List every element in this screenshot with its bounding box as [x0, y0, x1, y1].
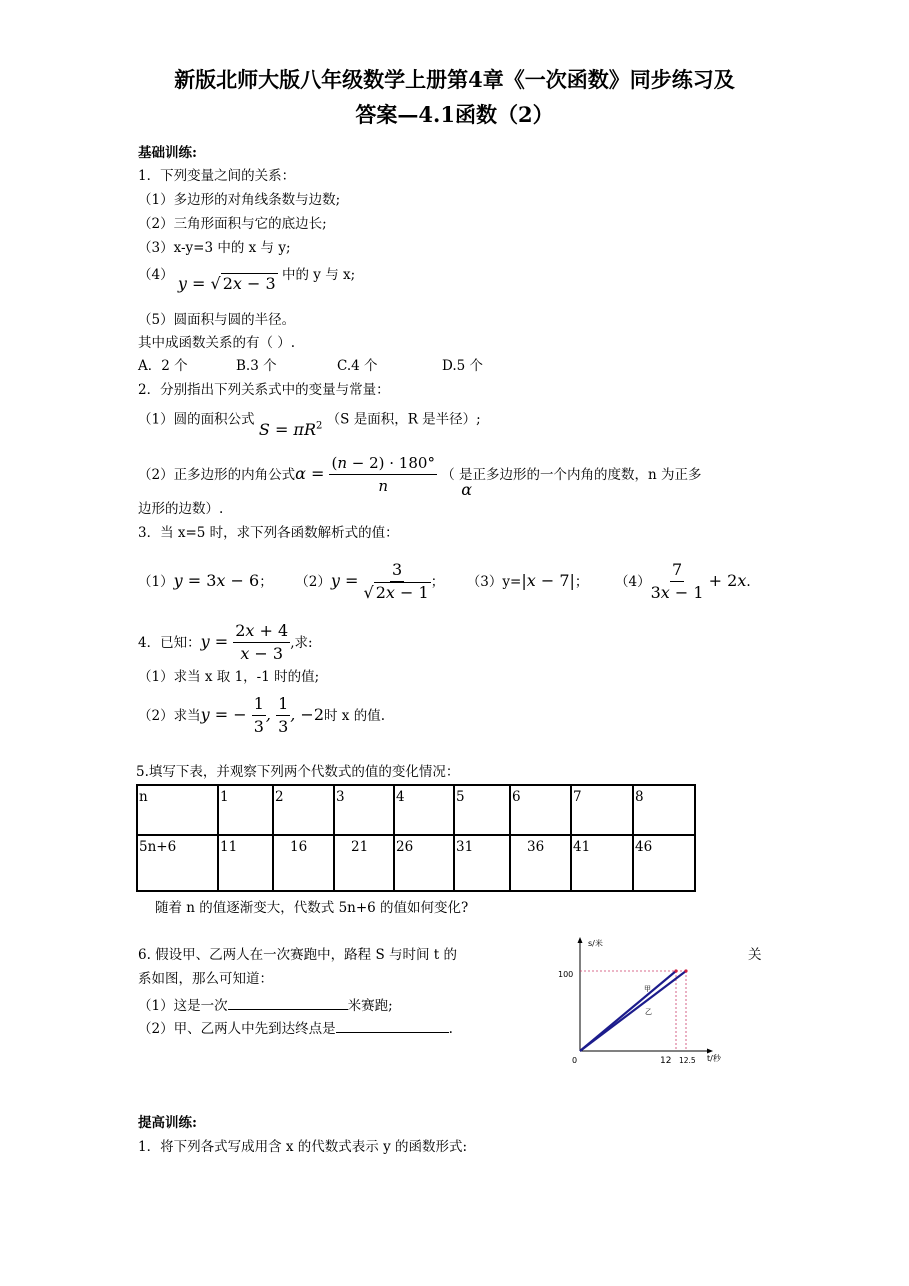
table-cell: 16 — [273, 835, 334, 891]
q1-option-b: B.3 个 — [236, 358, 277, 374]
q5-table — [136, 784, 696, 892]
q2-item1-suffix: （S 是面积，R 是半径）; — [326, 411, 481, 428]
q4-suffix: ,求: — [290, 635, 313, 651]
q1-ask: 其中成函数关系的有（ ）. — [138, 335, 296, 351]
end-point-jia — [674, 969, 677, 972]
q2-item2 — [138, 449, 702, 500]
table-cell: 3 — [334, 785, 394, 835]
q4-sub2-suffix: 时 x 的值. — [324, 708, 386, 724]
q6-sub1-prefix: （1）这是一次 — [138, 998, 228, 1014]
q3-formulas: （1）y = 3x − 6； （2）y = $\frac{3}{√ 2x - 1}$ ； （3）y=|x − 7|； （4） $\frac{7}{3x - 1}$ + 2x. — [138, 560, 751, 602]
q6-answer-blank-1[interactable] — [228, 995, 348, 1010]
q4-sub1: （1）求当 x 取 1，-1 时的值; — [138, 669, 320, 685]
q6-sub2-prefix: （2）甲、乙两人中先到达终点是 — [138, 1021, 336, 1037]
table-row — [137, 785, 695, 835]
table-cell: 8 — [633, 785, 695, 835]
q2-item1-prefix: （1）圆的面积公式 — [138, 411, 255, 428]
q6-answer-blank-2[interactable] — [336, 1018, 449, 1033]
race-graph — [552, 934, 732, 1069]
q6-stem-b: 系如图，那么可知道： — [138, 971, 273, 987]
q1-option-d: D.5 个 — [442, 358, 484, 374]
end-point-yi — [684, 969, 687, 972]
q2-item2-prefix: （2）正多边形的内角公式 — [138, 467, 296, 483]
x-axis-arrow — [707, 1049, 713, 1054]
q4-sub2-prefix: （2）求当 — [138, 708, 201, 724]
q2-item1-formula: $S = \pi R^2$ — [258, 420, 323, 440]
x-tick-12: 12 — [660, 1056, 672, 1066]
x-axis-label: t/秒 — [707, 1054, 721, 1063]
table-cell: 26 — [394, 835, 454, 891]
q2-stem: 2．分别指出下列关系式中的变量与常量： — [138, 382, 390, 398]
x-tick-12-5: 12.5 — [679, 1056, 696, 1065]
q1-item4-formula: y = √ 2x − 3 — [177, 274, 276, 293]
y-tick-100: 100 — [558, 970, 574, 979]
q1-item4-prefix: （4） — [138, 267, 174, 283]
table-cell: 11 — [218, 835, 273, 891]
q5-stem: 5.填写下表，并观察下列两个代数式的值的变化情况： — [136, 764, 460, 780]
section-basic: 基础训练: — [138, 145, 197, 161]
table-cell: 6 — [510, 785, 571, 835]
label-yi: 乙 — [645, 1008, 652, 1016]
q3-label4: （4） — [615, 574, 651, 590]
q6-sub2-suffix: . — [448, 1021, 453, 1037]
q4-formula: y = $\frac{2x + 4}{x - 3}$ — [200, 621, 289, 663]
q3-formula1: y = 3x − 6 — [173, 571, 260, 590]
q6-sub1 — [138, 995, 393, 1015]
q3-formula2: y = $\frac{3}{√ 2x - 1}$ — [330, 560, 429, 602]
q6-stem-end: 关 — [748, 947, 762, 963]
q4-sub2 — [138, 690, 385, 741]
q1-item2: （2）三角形面积与它的底边长; — [138, 216, 327, 232]
table-cell: 4 — [394, 785, 454, 835]
q1-item4 — [138, 265, 356, 293]
q3-stem: 3．当 x=5 时，求下列各函数解析式的值： — [138, 525, 399, 541]
q3-formula3: |x − 7| — [521, 571, 575, 590]
doc-title-line1: 新版北师大版八年级数学上册第4章《一次函数》同步练习及 — [174, 67, 735, 92]
q1-item4-suffix: 中的 y 与 x; — [282, 267, 356, 283]
table-cell: n — [137, 785, 218, 835]
table-cell: 5 — [454, 785, 510, 835]
q1-option-c: C.4 个 — [337, 358, 378, 374]
q1-item5: （5）圆面积与圆的半径。 — [138, 312, 296, 328]
q6-stem-a: 6. 假设甲、乙两人在一次赛跑中，路程 S 与时间 t 的 — [138, 947, 458, 963]
table-cell: 21 — [334, 835, 394, 891]
table-row — [137, 835, 695, 891]
q4-sub2-formula: y = − $\frac{1}{3}$ , $\frac{1}{3}$ , −2 — [200, 694, 325, 736]
q4-prefix: 4．已知： — [138, 635, 201, 651]
q5-follow: 随着 n 的值逐渐变大，代数式 5n+6 的值如何变化? — [155, 900, 469, 916]
q6-sub1-suffix: 米赛跑; — [347, 998, 393, 1014]
q1-option-a: A．2 个 — [138, 358, 188, 374]
q1-item3: （3）x-y=3 中的 x 与 y; — [138, 240, 291, 256]
y-axis-label: s/米 — [588, 939, 603, 948]
table-cell: 2 — [273, 785, 334, 835]
table-cell: 1 — [218, 785, 273, 835]
line-yi — [580, 971, 686, 1051]
q3-formula4: $\frac{7}{3x - 1}$ + 2x — [650, 560, 747, 602]
adv-q1: 1．将下列各式写成用含 x 的代数式表示 y 的函数形式: — [138, 1139, 468, 1155]
q3-label2: （2） — [295, 574, 331, 590]
table-cell: 31 — [454, 835, 510, 891]
q2-item2-suffix-wrap — [441, 467, 702, 499]
table-cell: 36 — [510, 835, 571, 891]
y-axis-arrow — [578, 937, 583, 943]
label-jia: 甲 — [644, 985, 651, 993]
table-cell: 5n+6 — [137, 835, 218, 891]
q6-sub2 — [138, 1018, 453, 1038]
q3-label3: （3）y= — [466, 574, 522, 590]
q4-line — [138, 617, 313, 668]
q2-item2-formula: α = $\frac{(n - 2) \cdot 180^\circ}{n}$ — [295, 454, 435, 495]
q2-item2-cont: 边形的边数）. — [138, 501, 224, 517]
q1-item1: （1）多边形的对角线条数与边数; — [138, 192, 341, 208]
table-cell: 7 — [571, 785, 633, 835]
table-cell: 41 — [571, 835, 633, 891]
q2-item1 — [138, 406, 481, 440]
q2-item2-suffix: （ 是正多边形的一个内角的度数，n 为正多 — [441, 467, 702, 483]
q3-label1: （1） — [138, 574, 174, 590]
origin-label: 0 — [572, 1056, 578, 1065]
section-advanced: 提高训练: — [138, 1115, 197, 1131]
q1-stem: 1．下列变量之间的关系： — [138, 168, 296, 184]
alpha-symbol: α — [461, 480, 473, 499]
doc-title-line2: 答案—4.1函数（2） — [355, 102, 554, 127]
table-cell: 46 — [633, 835, 695, 891]
